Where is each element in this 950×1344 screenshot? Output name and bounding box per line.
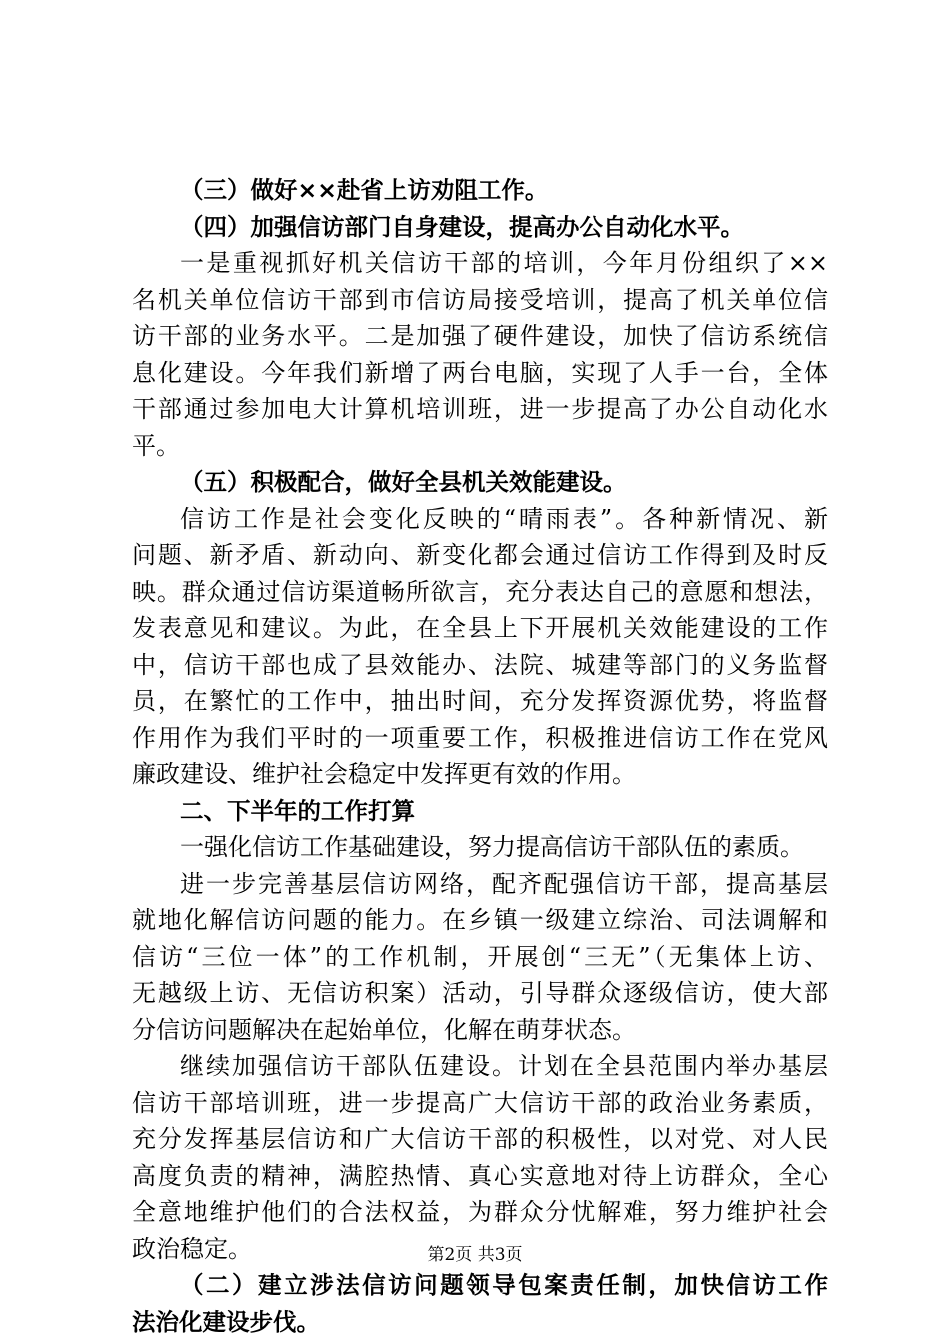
text-line: 映。群众通过信访渠道畅所欲言，充分表达自己的意愿和想法， <box>132 577 828 606</box>
document-body <box>132 172 828 1340</box>
text-line: 全意地维护他们的合法权益，为群众分忧解难，努力维护社会 <box>132 1198 828 1226</box>
text-line: （四）加强信访部门自身建设，提高办公自动化水平。 <box>180 212 744 241</box>
text-line: 二、下半年的工作打算 <box>180 796 415 825</box>
text-line: 息化建设。今年我们新增了两台电脑，实现了人手一台，全体 <box>132 358 828 387</box>
text-line: 进一步完善基层信访网络，配齐配强信访干部，提高基层 <box>180 869 828 898</box>
text-line: 分信访问题解决在起始单位，化解在萌芽状态。 <box>132 1015 636 1044</box>
text-line: 高度负责的精神，满腔热情、真心实意地对待上访群众，全心 <box>132 1161 828 1190</box>
text-line: 信访“三位一体”的工作机制，开展创“三无”（无集体上访、 <box>132 942 828 971</box>
page-footer: 第2页 共3页 <box>427 1245 523 1265</box>
text-line: 继续加强信访干部队伍建设。计划在全县范围内举办基层 <box>180 1052 828 1080</box>
text-line: 名机关单位信访干部到市信访局接受培训，提高了机关单位信 <box>132 285 828 314</box>
text-line: 访干部的业务水平。二是加强了硬件建设，加快了信访系统信 <box>132 322 828 350</box>
text-line: （三）做好××赴省上访劝阻工作。 <box>180 176 549 204</box>
text-line: 政治稳定。 <box>132 1234 252 1263</box>
text-line: 作用作为我们平时的一项重要工作，积极推进信访工作在党风 <box>132 723 828 752</box>
text-line: 信访工作是社会变化反映的“晴雨表”。各种新情况、新 <box>180 504 828 533</box>
text-line: （五）积极配合，做好全县机关效能建设。 <box>180 468 627 496</box>
text-line: 中，信访干部也成了县效能办、法院、城建等部门的义务监督 <box>132 650 828 679</box>
text-line: 干部通过参加电大计算机培训班，进一步提高了办公自动化水 <box>132 395 828 423</box>
text-line: 问题、新矛盾、新动向、新变化都会通过信访工作得到及时反 <box>132 541 828 569</box>
text-line: 发表意见和建议。为此，在全县上下开展机关效能建设的工作 <box>132 614 828 642</box>
text-line: 一强化信访工作基础建设，努力提高信访干部队伍的素质。 <box>180 833 804 861</box>
text-line: 廉政建设、维护社会稳定中发挥更有效的作用。 <box>132 760 636 788</box>
text-line: （二）建立涉法信访问题领导包案责任制，加快信访工作 <box>180 1271 828 1299</box>
text-line: 就地化解信访问题的能力。在乡镇一级建立综治、司法调解和 <box>132 906 828 934</box>
text-line: 信访干部培训班，进一步提高广大信访干部的政治业务素质， <box>132 1088 828 1117</box>
text-line: 员，在繁忙的工作中，抽出时间，充分发挥资源优势，将监督 <box>132 687 828 715</box>
text-line: 充分发挥基层信访和广大信访干部的积极性，以对党、对人民 <box>132 1125 828 1153</box>
text-line: 一是重视抓好机关信访干部的培训，今年月份组织了×× <box>180 249 828 277</box>
text-line: 无越级上访、无信访积案）活动，引导群众逐级信访，使大部 <box>132 979 828 1007</box>
text-line: 法治化建设步伐。 <box>132 1307 320 1336</box>
text-line: 平。 <box>132 431 180 460</box>
